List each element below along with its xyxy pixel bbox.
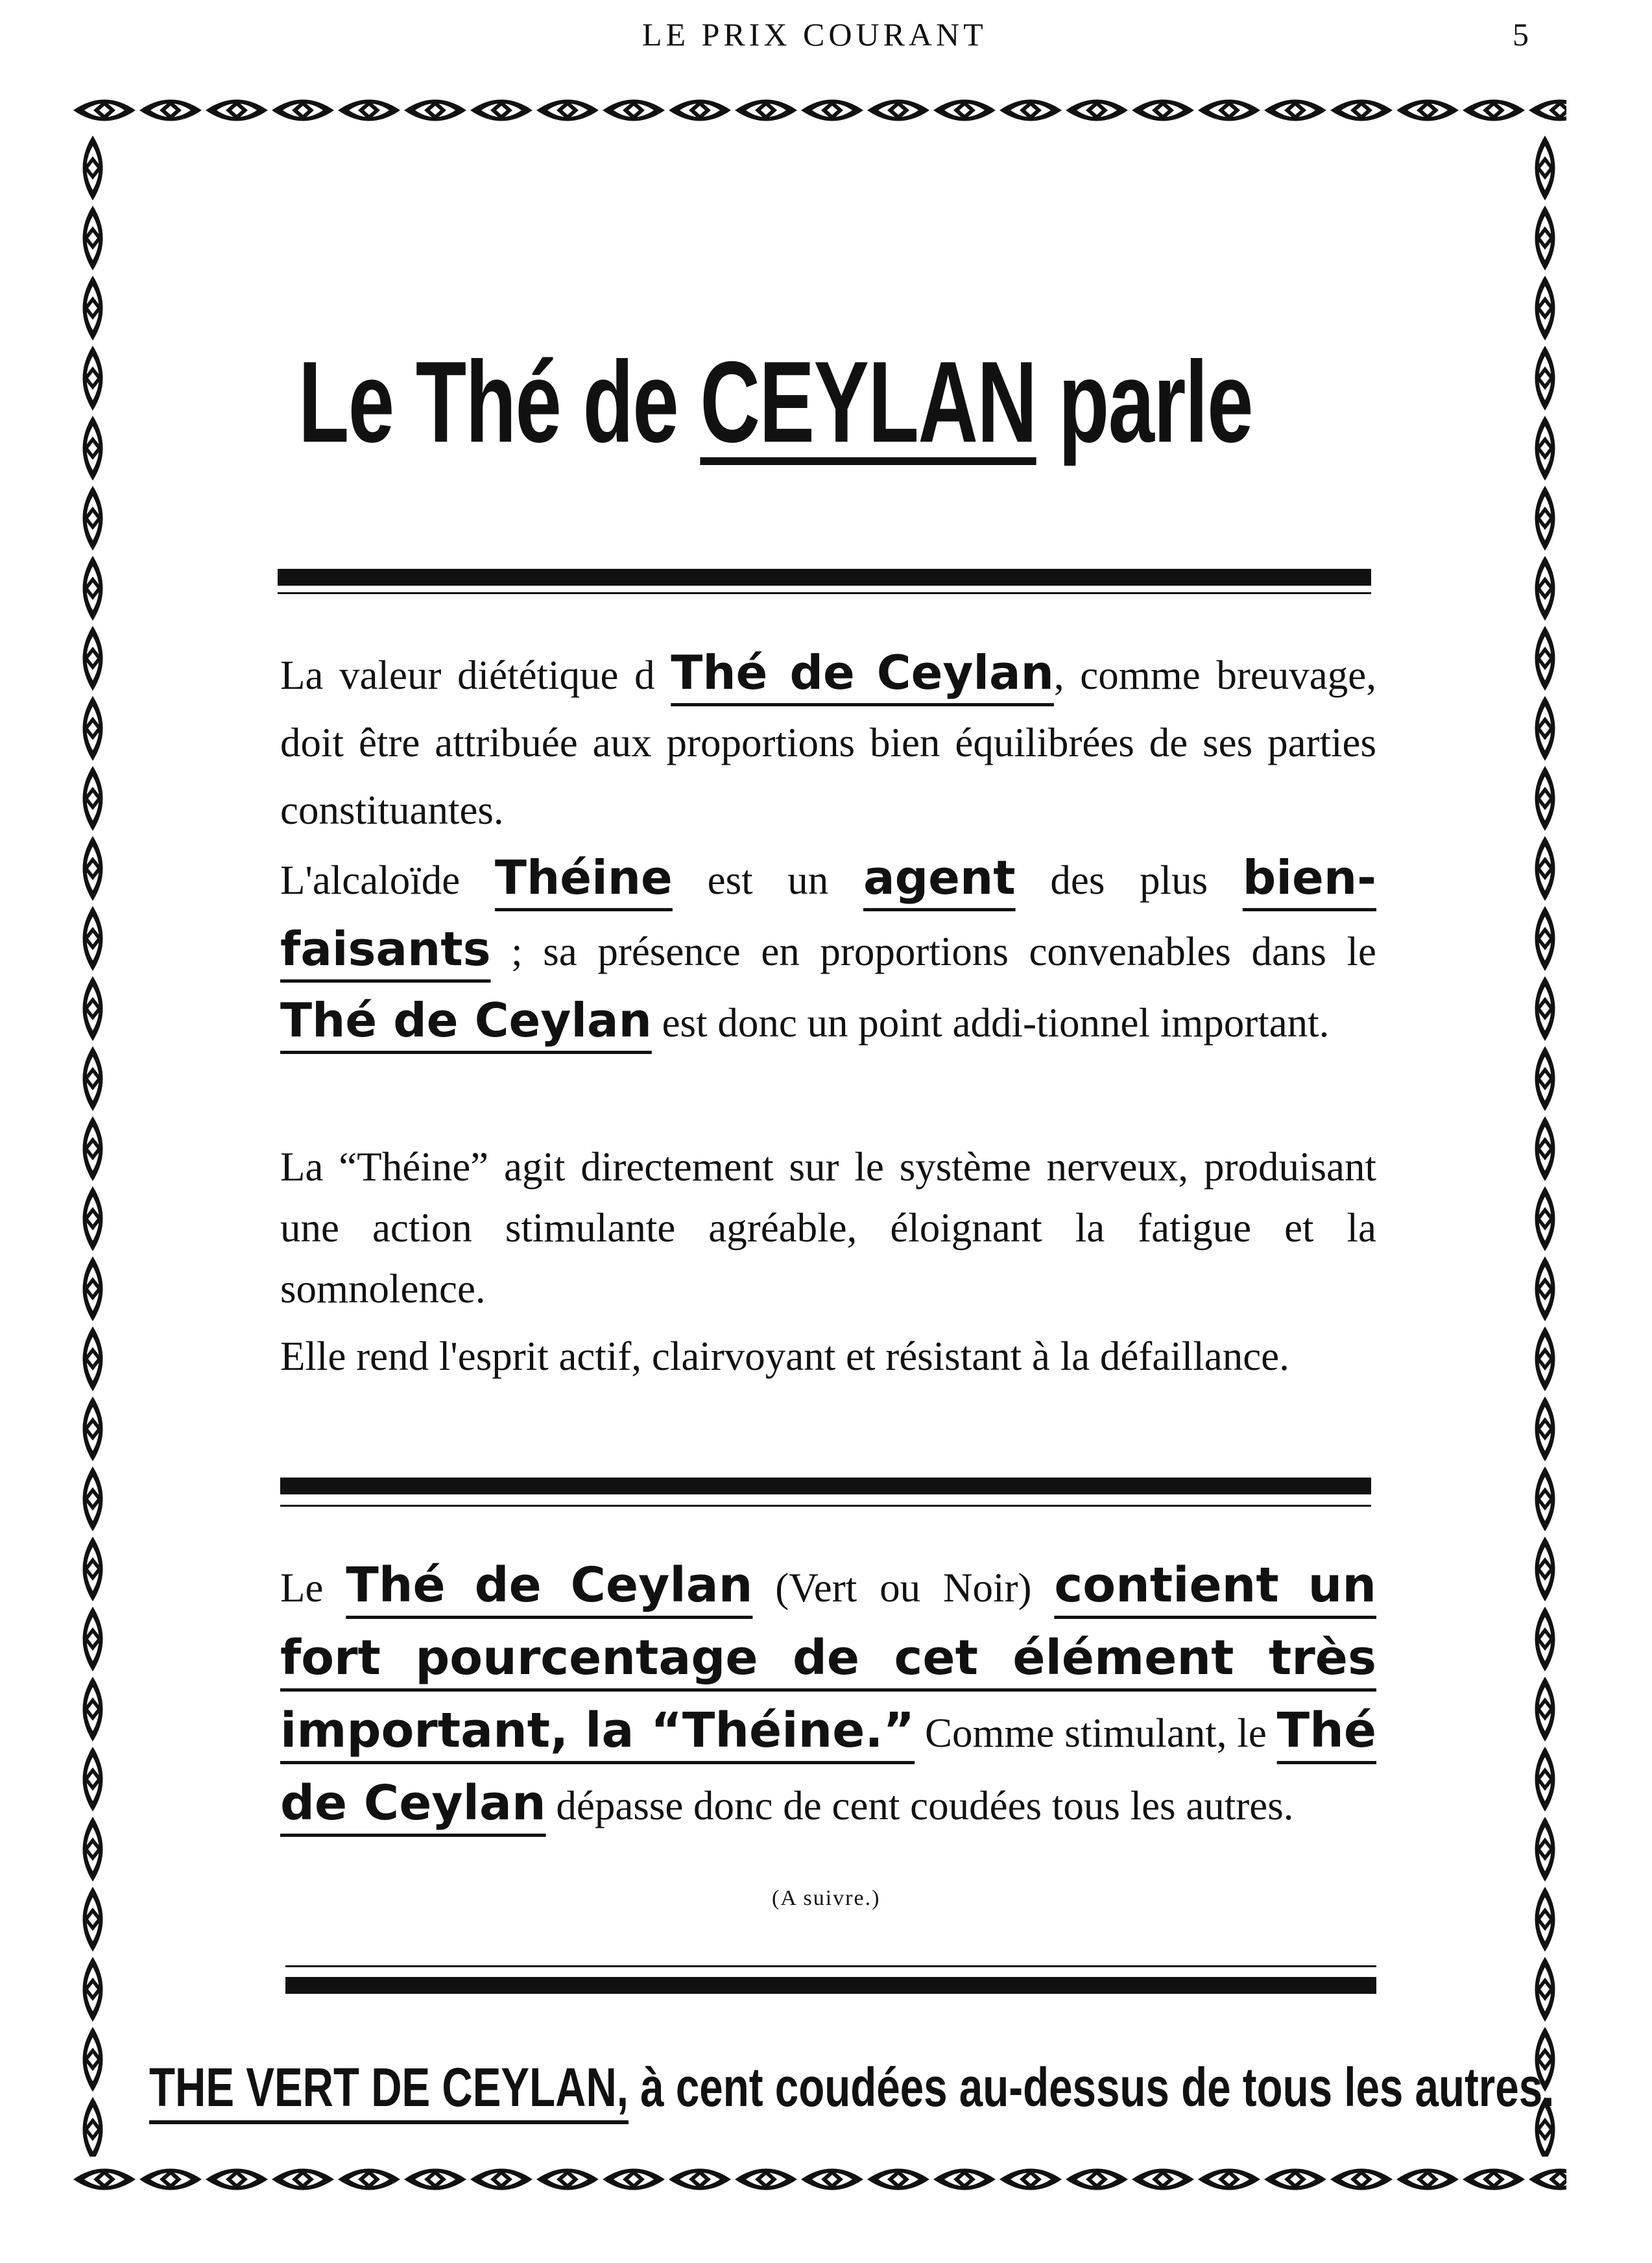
p2-text-e: ; sa présence en proportions convenables dans le [490, 929, 1376, 974]
footer-slogan [149, 2056, 1555, 2119]
p1-the-de-ceylan: Thé de Ceylan [671, 645, 1054, 700]
p2-text-f: est donc un point addi-tionnel important. [651, 1000, 1330, 1046]
headline-part-1: Le Thé de [298, 337, 700, 466]
p5-the-de-ceylan: Thé de Ceylan [346, 1557, 753, 1613]
p2-bienfaisants: bien-faisants [280, 850, 1376, 976]
to-be-continued: (A suivre.) [772, 1886, 881, 1910]
journal-title: LE PRIX COURANT [642, 16, 987, 53]
p2-agent: agent [863, 850, 1016, 905]
rule-2 [280, 1478, 1371, 1494]
paragraph-2 [280, 843, 1376, 1057]
paragraph-3: La “Théine” agit directement sur le système nerveux, produisant une action stimulante agréable, éloignant la fatigue et la somnolence. [280, 1144, 1376, 1311]
p2-text-a: L'alcaloïde [280, 857, 495, 903]
headline-part-2: parle [1036, 337, 1252, 466]
rule-3 [285, 1977, 1376, 1994]
p5-text-e: dépasse donc de cent coudées tous les autres. [545, 1783, 1294, 1828]
p2-the-de-ceylan: Thé de Ceylan [280, 993, 652, 1048]
p5-text-d: Comme stimulant, le [915, 1710, 1277, 1756]
p2-theine: Théine [494, 850, 673, 905]
border-top [71, 88, 1566, 133]
page-number: 5 [1513, 16, 1529, 53]
rule-2-thin [280, 1505, 1371, 1507]
p5-text-c: (Vert ou Noir) [752, 1565, 1055, 1610]
border-right [1524, 133, 1566, 2157]
p5-claim: contient un fort pourcentage de cet élément très important, la “Théine.” [280, 1557, 1376, 1758]
paragraph-1 [280, 639, 1376, 844]
rule-3-thin [285, 1965, 1376, 1967]
footer-the-vert: THE VERT DE CEYLAN, [149, 2057, 628, 2118]
footer-rest: à cent coudées au-dessus de tous les autres. [628, 2057, 1555, 2118]
border-bottom [71, 2157, 1566, 2202]
headline [298, 324, 1252, 493]
p5-text-a: Le [280, 1565, 346, 1610]
p5-the-de-ceylan-2: Thé de Ceylan [280, 1703, 1377, 1831]
p2-text-c: est un [672, 857, 864, 903]
border-left [71, 133, 114, 2157]
running-head [0, 16, 1652, 61]
headline-ceylan: CEYLAN [700, 337, 1036, 466]
p1-text-c: , comme breuvage, doit être attribuée aux proportions bien équilibrées de ses parties constituantes. [280, 653, 1376, 833]
rule-1 [278, 569, 1371, 586]
p2-text-d: des plus [1015, 857, 1243, 903]
p1-text-a: La valeur diététique d [280, 653, 671, 698]
rule-1-thin [278, 592, 1371, 594]
paragraph-4: Elle rend l'esprit actif, clairvoyant et résistant à la défaillance. [280, 1334, 1289, 1379]
paragraph-5 [280, 1550, 1376, 1841]
